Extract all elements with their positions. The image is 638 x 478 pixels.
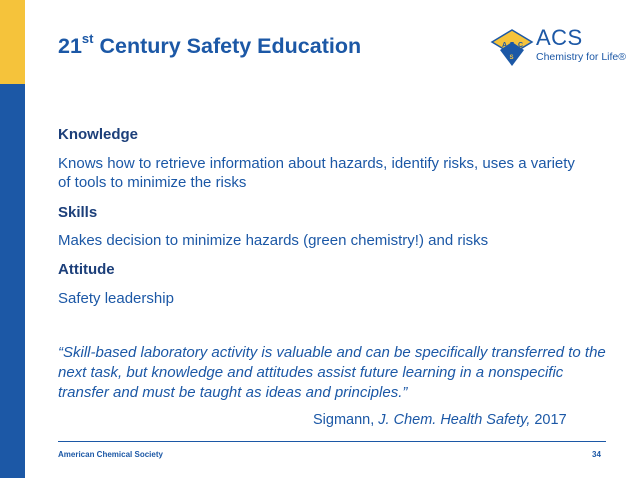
footer-divider xyxy=(58,441,606,442)
text-knowledge: Knows how to retrieve information about hazards, identify risks, uses a variety of tools to minimize the risks xyxy=(58,155,575,191)
heading-skills: Skills xyxy=(58,204,98,221)
acs-shield-icon xyxy=(490,26,534,70)
acs-logo xyxy=(490,24,627,74)
svg-text:S: S xyxy=(509,55,514,61)
accent-bar-yellow xyxy=(0,0,25,84)
page-number: 34 xyxy=(592,450,601,459)
logo-name: ACS xyxy=(536,25,583,50)
citation xyxy=(313,412,567,428)
heading-knowledge: Knowledge xyxy=(58,126,139,143)
heading-attitude: Attitude xyxy=(58,261,115,278)
slide-title: 21st Century Safety Education xyxy=(58,31,362,58)
logo-tagline: Chemistry for Life® xyxy=(536,51,627,63)
text-attitude: Safety leadership xyxy=(58,290,174,307)
text-skills: Makes decision to minimize hazards (green chemistry!) and risks xyxy=(58,232,489,249)
svg-text:A: A xyxy=(502,42,508,49)
quote-text: “Skill-based laboratory activity is valuable and can be specifically transferred to the next task, but knowledge and attitudes assist future learning in a nonspecific transfer and must be taught as ideas and principles.” xyxy=(58,344,606,401)
accent-bar-blue xyxy=(0,84,25,478)
citation-year: 2017 xyxy=(530,412,567,428)
citation-journal: J. Chem. Health Safety, xyxy=(378,412,531,428)
svg-text:Σ: Σ xyxy=(510,42,515,49)
svg-text:C: C xyxy=(518,42,524,49)
citation-author: Sigmann, xyxy=(313,412,379,428)
footer-org: American Chemical Society xyxy=(58,450,163,459)
